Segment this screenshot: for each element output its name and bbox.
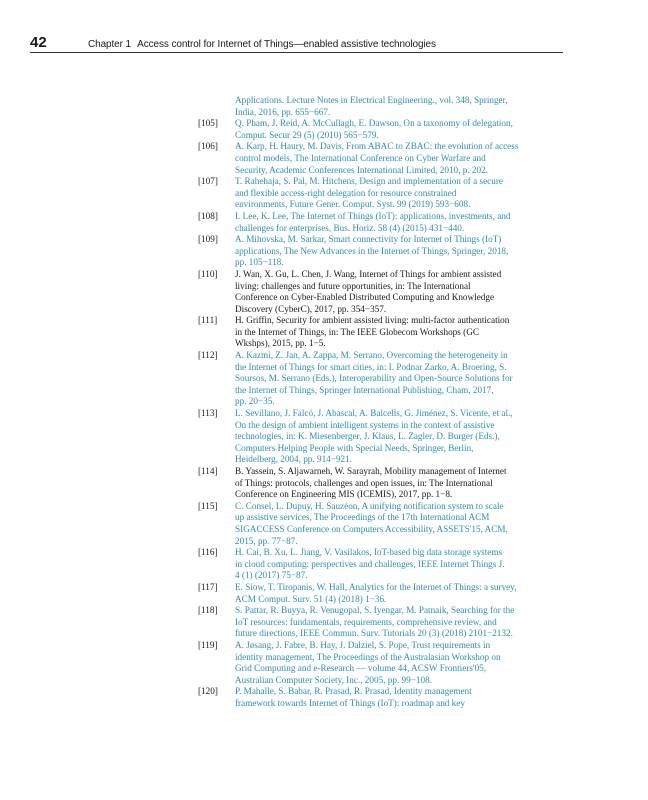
- reference-entry: [198, 269, 570, 315]
- reference-line: A. Mihovska, M. Sarkar, Smart connectivity for Internet of Things (IoT): [235, 234, 502, 245]
- reference-number: [105]: [198, 118, 218, 129]
- reference-line: Q. Pham, J. Reid, A. McCullagh, E. Dawson, On a taxonomy of delegation,: [235, 118, 513, 129]
- reference-line: applications, The New Advances in the Internet of Things, Springer, 2018,: [235, 245, 509, 256]
- reference-link[interactable]: [235, 408, 570, 466]
- reference-number: [119]: [198, 639, 218, 650]
- reference-line: Security, Academic Conferences International Limited, 2010, p. 202.: [235, 164, 489, 175]
- reference-entry: [198, 176, 570, 211]
- reference-entry: [198, 211, 570, 234]
- header-rule: [30, 52, 563, 53]
- reference-entry: [198, 315, 570, 350]
- reference-number: [117]: [198, 581, 218, 592]
- reference-number: [115]: [198, 500, 218, 511]
- reference-entry: [198, 547, 570, 582]
- reference-entry: [198, 118, 570, 141]
- reference-line: Conference on Engineering MIS (ICEMIS), 2017, pp. 1−8.: [235, 489, 453, 500]
- reference-line: Computers Helping People with Special Needs, Springer, Berlin,: [235, 442, 474, 453]
- reference-entry: [198, 350, 570, 408]
- reference-entry: [198, 141, 570, 176]
- reference-entry: [198, 466, 570, 501]
- reference-number: [107]: [198, 176, 218, 187]
- reference-line: the Internet of Things, Springer International Publishing, Cham, 2017,: [235, 384, 494, 395]
- reference-line: of Things: protocols, challenges and open issues, in: The International: [235, 477, 493, 488]
- reference-line: control models, The International Conference on Cyber Warfare and: [235, 152, 486, 163]
- reference-entry: [198, 686, 570, 709]
- reference-line: future directions, IEEE Commun. Surv. Tutorials 20 (3) (2018) 2101−2132.: [235, 628, 513, 639]
- reference-line: framework towards Internet of Things (IoT): roadmap and key: [235, 697, 465, 708]
- reference-line: Applications. Lecture Notes in Electrical Engineering., vol. 348, Springer,: [235, 95, 508, 105]
- reference-line: 2015, pp. 77−87.: [235, 535, 298, 546]
- reference-number: [110]: [198, 268, 218, 279]
- reference-line: IoT resources: fundamentals, requirements, comprehensive review, and: [235, 616, 497, 627]
- reference-line: Discovery (CyberC), 2017, pp. 354−357.: [235, 303, 387, 314]
- reference-line: Grid Computing and e-Research — volume 44, ACSW Frontiers'05,: [235, 663, 487, 674]
- reference-entry: [198, 582, 570, 605]
- reference-line: pp. 20−35.: [235, 396, 275, 407]
- reference-link[interactable]: [235, 141, 570, 176]
- reference-entry: [198, 605, 570, 640]
- reference-link[interactable]: [235, 211, 570, 234]
- reference-link[interactable]: [235, 95, 570, 118]
- reference-link[interactable]: [235, 176, 570, 211]
- reference-line: B. Yassein, S. Aljawarneh, W. Sarayrah, Mobility management of Internet: [235, 466, 507, 476]
- reference-line: Heidelberg, 2004, pp. 914−921.: [235, 454, 353, 465]
- running-title: [88, 39, 436, 50]
- reference-number: [106]: [198, 141, 218, 152]
- reference-number: [198, 95, 235, 118]
- reference-line: A. Jøsang, J. Fabre, B. Hay, J. Dalziel, S. Pope, Trust requirements in: [235, 639, 491, 650]
- reference-number: [108]: [198, 210, 218, 221]
- reference-number: [120]: [198, 686, 218, 697]
- reference-line: C. Consel, L. Dupuy, H. Sauzéon, A unifying notification system to scale: [235, 500, 504, 511]
- reference-number: [114]: [198, 466, 218, 476]
- reference-link[interactable]: [235, 350, 570, 408]
- reference-link[interactable]: [235, 605, 570, 640]
- reference-entry: [198, 408, 570, 466]
- reference-line: Australian Computer Society, Inc., 2005, pp. 99−108.: [235, 674, 432, 685]
- reference-line: ACM Comput. Surv. 51 (4) (2018) 1−36.: [235, 593, 387, 604]
- reference-line: India, 2016, pp. 655−667.: [235, 106, 331, 117]
- header-row: [30, 34, 562, 51]
- reference-text: [235, 466, 570, 501]
- reference-number: [112]: [198, 350, 218, 361]
- reference-link[interactable]: [235, 501, 570, 547]
- reference-line: Conference on Cyber-Enabled Distributed Computing and Knowledge: [235, 292, 495, 303]
- reference-entry: [198, 640, 570, 686]
- reference-line: SIGACCESS Conference on Computers Accessibility, ASSETS'15, ACM,: [235, 523, 508, 534]
- reference-line: H. Griffin, Security for ambient assisted living: multi-factor authentication: [235, 315, 510, 326]
- reference-line: technologies, in: K. Miesenberger, J. Klaus, L. Zagler, D. Burger (Eds.),: [235, 431, 500, 442]
- reference-line: pp. 105−118.: [235, 257, 284, 268]
- reference-line: Soursos, M. Serrano (Eds.), Interoperability and Open-Source Solutions for: [235, 373, 513, 384]
- reference-line: and flexible access-right delegation for resource constrained: [235, 187, 457, 198]
- reference-number: [113]: [198, 408, 218, 419]
- chapter-title: Access control for Internet of Things—enabled assistive technologies: [137, 39, 436, 50]
- reference-line: A. Karp, H. Haury, M. Davis, From ABAC to ZBAC: the evolution of access: [235, 141, 519, 152]
- reference-line: S. Pattar, R. Buyya, R. Venugopal, S. Iyengar, M. Patnaik, Searching for the: [235, 605, 515, 616]
- reference-line: the Internet of Things for smart cities, in: I. Podnar Zarko, A. Broering, S.: [235, 361, 507, 372]
- reference-number: [116]: [198, 547, 218, 558]
- reference-number: [111]: [198, 315, 218, 326]
- reference-line: T. Rahehaja, S. Pal, M. Hitchens, Design and implementation of a secure: [235, 176, 503, 187]
- reference-link[interactable]: [235, 234, 570, 269]
- reference-line: in cloud computing: perspectives and challenges, IEEE Internet Things J.: [235, 558, 505, 569]
- reference-line: living: challenges and future opportunities, in: The International: [235, 280, 471, 291]
- page-number: 42: [30, 34, 47, 51]
- reference-link[interactable]: [235, 686, 570, 709]
- reference-line: J. Wan, X. Gu, L. Chen, J. Wang, Internet of Things for ambient assisted: [235, 268, 502, 279]
- reference-line: H. Cai, B. Xu, L. Jiang, V. Vasilakos, IoT-based big data storage systems: [235, 547, 503, 558]
- reference-line: environments, Future Gener. Comput. Syst. 99 (2019) 593−608.: [235, 199, 471, 210]
- reference-line: identity management, The Proceedings of the Australasian Workshop on: [235, 651, 501, 662]
- reference-line: I. Lee, K. Lee, The Internet of Things (IoT): applications, investments, and: [235, 210, 511, 221]
- reference-line: up assistive services, The Proceedings of the 17th International ACM: [235, 512, 490, 523]
- reference-list: [198, 95, 570, 709]
- reference-text: [235, 269, 570, 315]
- reference-number: [118]: [198, 605, 218, 616]
- running-header: [30, 34, 562, 51]
- reference-entry: [198, 501, 570, 547]
- reference-line: L. Sevillano, J. Falcó, J. Abascal, A. Balcells, G. Jiménez, S. Vicente, et al.,: [235, 408, 513, 419]
- chapter-label: Chapter 1: [88, 39, 132, 50]
- reference-link[interactable]: [235, 118, 570, 141]
- reference-line: P. Mahalle, S. Babar, R. Prasad, R. Prasad, Identity management: [235, 686, 472, 697]
- reference-line: in the Internet of Things, in: The IEEE Globecom Workshops (GC: [235, 326, 479, 337]
- reference-link[interactable]: [235, 547, 570, 582]
- reference-entry: [198, 95, 570, 118]
- reference-line: E. Siow, T. Tiropanis, W. Hall, Analytics for the Internet of Things: a survey,: [235, 581, 517, 592]
- reference-line: On the design of ambient intelligent systems in the context of assistive: [235, 419, 495, 430]
- reference-number: [109]: [198, 234, 218, 245]
- reference-entry: [198, 234, 570, 269]
- reference-line: A. Kazmi, Z. Jan, A. Zappa, M. Serrano, Overcoming the heterogeneity in: [235, 350, 508, 361]
- reference-link[interactable]: [235, 582, 570, 605]
- reference-text: [235, 315, 570, 350]
- reference-line: 4 (1) (2017) 75−87.: [235, 570, 308, 581]
- reference-link[interactable]: [235, 640, 570, 686]
- reference-line: Wkshps), 2015, pp. 1−5.: [235, 338, 326, 349]
- reference-line: challenges for enterprises, Bus. Horiz. 58 (4) (2015) 431−440.: [235, 222, 465, 233]
- reference-line: Comput. Secur 29 (5) (2010) 565−579.: [235, 129, 379, 140]
